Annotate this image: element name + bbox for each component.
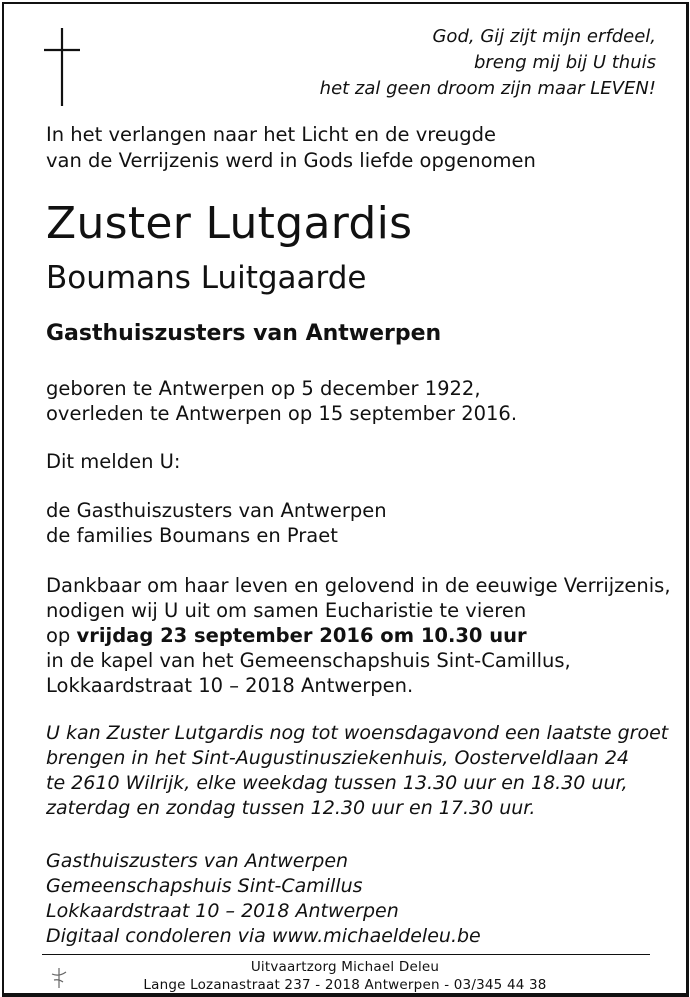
service-line: in de kapel van het Gemeenschapshuis Sint-Camillus,: [46, 649, 571, 672]
contact-line: Lokkaardstraat 10 – 2018 Antwerpen: [46, 900, 399, 922]
funeral-home-name: Uitvaartzorg Michael Deleu: [250, 959, 440, 975]
contact-info: [46, 849, 481, 949]
condolence-link[interactable]: Digitaal condoleren via www.michaeldeleu.be: [46, 925, 481, 947]
congregation-name: Gasthuiszusters van Antwerpen: [46, 321, 442, 346]
funeral-home-footer: [4, 958, 686, 994]
intro-line: In het verlangen naar het Licht en de vreugde: [46, 123, 496, 146]
visitation-line: U kan Zuster Lutgardis nog tot woensdagavond een laatste groet: [46, 722, 669, 744]
latin-cross-icon: [44, 28, 80, 106]
footer-divider: [42, 954, 650, 955]
service-line: Dankbaar om haar leven en gelovend in de eeuwige Verrijzenis,: [46, 574, 671, 597]
service-date-prefix: op: [46, 624, 77, 647]
intro-text: [46, 122, 536, 174]
death-line: overleden te Antwerpen op 15 september 2016.: [46, 402, 518, 425]
intro-line: van de Verrijzenis werd in Gods liefde opgenomen: [46, 149, 536, 172]
visitation-line: zaterdag en zondag tussen 12.30 uur en 17.30 uur.: [46, 797, 536, 819]
service-date-line: [46, 623, 671, 648]
visitation-line: te 2610 Wilrijk, elke weekdag tussen 13.30 uur en 18.30 uur,: [46, 772, 628, 794]
life-dates: [46, 376, 517, 426]
contact-line: Gemeenschapshuis Sint-Camillus: [46, 875, 363, 897]
family-line: de Gasthuiszusters van Antwerpen: [46, 499, 387, 522]
religious-name: Zuster Lutgardis: [46, 198, 413, 249]
family-line: de families Boumans en Praet: [46, 524, 338, 547]
motto-verse: [320, 24, 656, 102]
motto-line: het zal geen droom zijn maar LEVEN!: [319, 78, 656, 99]
civil-name: Boumans Luitgaarde: [46, 260, 367, 296]
motto-line: breng mij bij U thuis: [473, 52, 656, 73]
visitation-info: [46, 721, 668, 821]
contact-line: Gasthuiszusters van Antwerpen: [46, 850, 349, 872]
service-date: vrijdag 23 september 2016 om 10.30 uur: [76, 624, 527, 647]
motto-line: God, Gij zijt mijn erfdeel,: [432, 26, 656, 47]
service-info: [46, 573, 671, 698]
service-line: Lokkaardstraat 10 – 2018 Antwerpen.: [46, 674, 414, 697]
obituary-card: [2, 2, 689, 997]
service-line: nodigen wij U uit om samen Eucharistie te vieren: [46, 599, 527, 622]
birth-line: geboren te Antwerpen op 5 december 1922,: [46, 377, 481, 400]
visitation-line: brengen in het Sint-Augustinusziekenhuis, Oosterveldlaan 24: [46, 747, 629, 769]
families-list: [46, 498, 387, 548]
funeral-home-address: Lange Lozanastraat 237 - 2018 Antwerpen - 03/345 44 38: [143, 977, 547, 993]
announcement: Dit melden U:: [46, 450, 181, 473]
